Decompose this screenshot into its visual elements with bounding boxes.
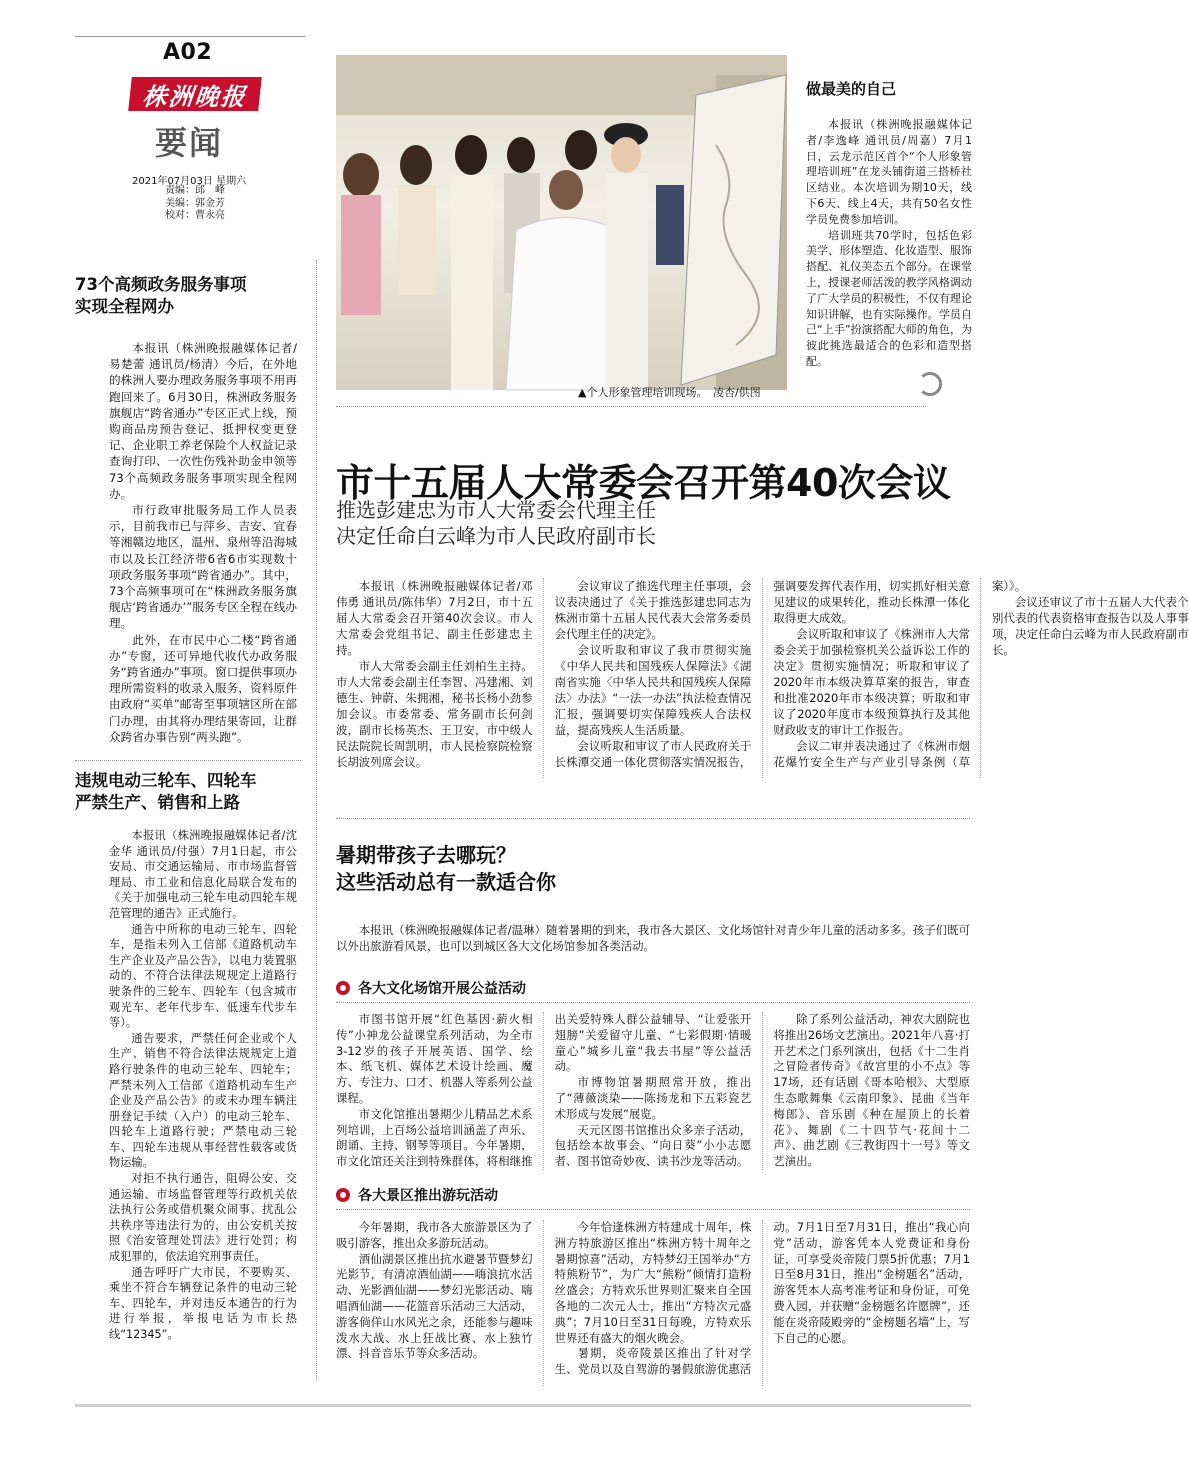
article-body: 本报讯（株洲晚报融媒体记者/易楚蕾 通讯员/杨清）今后，在外地的株洲人要办理政务服务事项不用再跑回来了。6月30日，株洲政务服务旗舰店“跨省通办”专区正式上线，预购商品房预告登记、抵押权变更登记、企业职工养老保险个人权益记录查询打印、一次性伤残补助金申领等73个高频政务服务事项实现全程网办。 市行政审批服务局工作人员表示，目前我市已与萍乡、吉安、宜春等湘赣边地区，温州、泉州等沿海城市以及长江经济带6省6市实现数十项政务服务事项“跨省通办”。其中，73个高频事项可在“株洲政务服务旗舰店‘跨省通办’”服务专区全程在线办理。 此外，在市民中心二楼“跨省通办”专窗，还可异地代收代办政务服务“跨省通办”事项。窗口提供事项办理所需资料的收录入服务，资料原件由政府“买单”邮寄至事项辖区所在部门办理，由其将办理结果寄回，让群众跨省办事告别“两头跑”。 [109,341,297,744]
section-bullet-icon [336,981,350,995]
logo-text: 株洲晚报 [141,81,249,111]
article-tricycle [75,770,297,1343]
main-headline: 市十五届人大常委会召开第40次会议 [336,461,951,505]
article-title: 73个高频政务服务事项 实现全程网办 [75,275,247,316]
editor-line: 责编：邱 峰 [165,185,225,196]
photo-bottom-rule [336,406,926,407]
training-photo [336,55,787,390]
editor-line: 美编：郭金芳 [165,197,225,209]
summer-intro: 本报讯（株洲晚报融媒体记者/温琳）随着暑期的到来，我市各大景区、文化场馆针对青少年儿童的活动多多。孩子们既可以外出旅游看风景，也可以到城区各大文化场馆参加各类活动。 [336,923,970,953]
subhead-line: 推选彭建忠为市人大常委会代理主任 [336,498,656,522]
summer-title: 暑期带孩子去哪玩？ 这些活动总有一款适合你 [336,843,556,894]
section-name: 要闻 [155,124,224,162]
column-divider [316,260,317,1380]
section-body: 今年暑期，我市各大旅游景区为了吸引游客，推出众多游玩活动。 酒仙湖景区推出抗水避暑节暨梦幻光影节，有清凉酒仙湖——嗨浪抗水活动、光影酒仙湖——梦幻光影活动、嗨唱酒仙湖——花篮音乐活动三大活动，游客倘佯山水风光之余，还能参与趣味泼水大战、水上狂战比赛、水上独竹漂、抖音音乐节等众多活动。 今年恰逢株洲方特建成十周年，株洲方特旅游区推出“株洲方特十周年之暑期惊喜”活动，方特梦幻王国举办“方特熊粉节”，为广大“熊粉”倾情打造粉丝盛会；方特欢乐世界则汇聚来自全国各地的二次元人士，推出“方特次元盛典”；7月10日至31日每晚，方特欢乐世界还有盛大的烟火晚会。 暑期，炎帝陵景区推出了针对学生、党员以及自驾游的暑假旅游优惠活动。7月1日至7月31日，推出“我心向党”活动，游客凭本人党费证和身份证，可享受炎帝陵门票5折优惠；7月1日至8月31日，推出“金榜题名”活动，游客凭本人高考准考证和身份证，可免费入园，并获赠“金榜题名许愿牌”，还能在炎帝陵殿旁的“金榜题名墙”上，写下自己的心愿。 [336,1220,970,1377]
editor-list [165,185,225,223]
page-bottom-rule [75,1404,971,1407]
sidebar-body: 本报讯（株洲晚报融媒体记者/李逸峰 通讯员/周嘉）7月1日，云龙示范区首个“个人形象管理培训班”在龙头铺街道三搭桥社区结业。本次培训为期10天，线下6天、线上4天，共有50名女性学员免费参加培训。 培训班共70学时，包括色彩美学、形体塑造、化妆造型、服饰搭配、礼仪美态五个部分。在课堂上，授课老师活泼的教学风格调动了广大学员的积极性，不仅有理论知识讲解，也有实际操作。学员自己“上手”扮演搭配大师的角色，为彼此挑选最适合的色彩和造型搭配。 [806,118,972,368]
editor-line: 校对：曹永亮 [165,210,225,221]
main-subheads [336,497,656,549]
article-separator [336,818,970,819]
masthead-rule [75,36,305,37]
section-body: 市图书馆开展“红色基因·薪火相传”小神龙公益课堂系列活动，为全市3-12岁的孩子开展英语、国学、绘本、纸飞机、媒体艺术设计绘画、魔方、专注力、口才、机器人等系列公益课程。 市文化馆推出暑期少儿精品艺术系列培训，上百场公益培训涵盖了声乐、朗诵、主持、钢琴等项目。今年暑期，市文化馆还关注到特殊群体，将相继推出关爱特殊人群公益辅导、“让爱张开翅膀”关爱留守儿童、“七彩假期·情暖童心”城乡儿童“我去书屋”等公益活动。 市博物馆暑期照常开放，推出了“薄薇淡染——陈扬龙和下五彩瓷艺术形成与发展”展览。 天元区图书馆推出众多亲子活动，包括绘本故事会、“向日葵”小小志愿者、图书馆奇妙夜、读书沙龙等活动。 除了系列公益活动，神农大剧院也将推出26场文艺演出。2021年八喜·打开艺术之门系列演出，包括《十二生肖之冒险者传奇》《故宫里的小不点》等17场，还有话剧《哥本哈根》、大型原生态歌舞集《云南印象》、昆曲《当年梅郎》、音乐剧《种在屋顶上的长着花》、舞剧《二十四节气·花间十二声》、曲艺剧《三教街四十一号》等文艺演出。 [336,1012,970,1169]
date-line: 2021年07月03日 星期六 [132,176,247,187]
section-rule [336,1002,970,1003]
sidebar-article [806,78,972,370]
section-bullet-icon [336,1188,350,1202]
article-title: 违规电动三轮车、四轮车 严禁生产、销售和上路 [75,771,257,812]
decorative-circle-icon [918,372,942,396]
main-article-body: 本报讯（株洲晚报融媒体记者/邓伟勇 通讯员/陈伟华）7月2日，市十五届人大常委会召开第40次会议。市人大常委会党组书记、副主任彭建忠主持。 市人大常委会副主任刘柏生主持。市人大常委会副主任李智、冯建湘、刘德生、钟蔚、朱拥湘，秘书长杨小劲参加会议。市委常委、常务副市长何剑波，副市长杨英杰、王卫安，市中级人民法院院长周凯明，市人民检察院检察长胡波列席会议。 会议审议了推选代理主任事项，会议表决通过了《关于推选彭建忠同志为株洲市第十五届人民代表大会常务委员会代理主任的决定》。 会议听取和审议了我市贯彻实施《中华人民共和国残疾人保障法》《湖南省实施〈中华人民共和国残疾人保障法〉办法》“一法一办法”执法检查情况汇报，强调要切实保障残疾人合法权益，提高残疾人生活质量。 会议听取和审议了市人民政府关于长株潭交通一体化贯彻落实情况报告，强调要发挥代表作用，切实抓好相关意见建议的成果转化，推动长株潭一体化取得更大成效。 会议听取和审议了《株洲市人大常委会关于加强检察机关公益诉讼工作的决定》贯彻实施情况；听取和审议了2020年市本级决算草案的报告，审查和批准2020年市本级决算；听取和审议了2020年度市本级预算执行及其他财政收支的审计工作报告。 会议二审并表决通过了《株洲市烟花爆竹安全生产与产业引导条例（草案）》。 会议还审议了市十五届人大代表个别代表的代表资格审查报告以及人事事项，决定任命白云峰为市人民政府副市长。 [336,579,1189,769]
photo-illustration [336,55,787,390]
section-heading: 各大景区推出游玩活动 [358,1188,498,1204]
article-policy [75,274,297,745]
section-heading: 各大文化场馆开展公益活动 [358,981,526,997]
newspaper-logo [128,77,262,111]
page-code: A02 [163,40,213,65]
article-body: 本报讯（株洲晚报融媒体记者/沈金华 通讯员/付强）7月1日起，市公安局、市交通运输局、市市场监督管理局、市工业和信息化局联合发布的《关于加强电动三轮车电动四轮车规范管理的通告》正式施行。 通告中所称的电动三轮车、四轮车，是指未列入工信部《道路机动车生产企业及产品公告》，以电力装置驱动的、不符合法律法规规定上道路行驶条件的三轮车、四轮车（包含城市观光车、老年代步车、低速车代步车等）。 通告要求，严禁任何企业或个人生产、销售不符合法律法规规定上道路行驶条件的电动三轮车、四轮车；严禁未列入工信部《道路机动车生产企业及产品公告》的或未办理车辆注册登记手续（入户）的电动三轮车、四轮车上道路行驶；严禁电动三轮车、四轮车违规从事经营性载客或货物运输。 对拒不执行通告，阻碍公安、交通运输、市场监督管理等行政机关依法执行公务或借机聚众闹事、扰乱公共秩序等违法行为的，由公安机关按照《治安管理处罚法》进行处罚；构成犯罪的，依法追究刑事责任。 通告呼吁广大市民，不要购买、乘坐不符合车辆登记条件的电动三轮车、四轮车，并对违反本通告的行为进行举报，举报电话为市长热线“12345”。 [109,829,297,1341]
sidebar-title: 做最美的自己 [806,80,897,98]
article-separator [75,760,301,761]
subhead-line: 决定任命白云峰为市人民政府副市长 [336,524,656,548]
photo-caption: ▲个人形象管理培训现场。 凌杏/供图 [578,386,761,399]
section-rule [336,1209,970,1210]
